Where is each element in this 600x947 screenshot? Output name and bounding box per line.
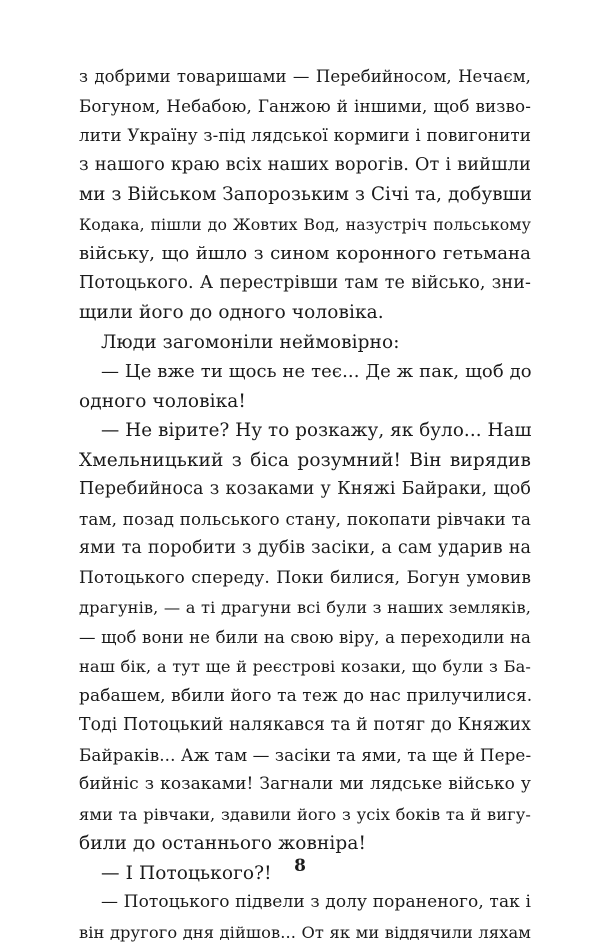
text-line: щили його до одного чоловіка. <box>79 298 531 328</box>
text-line: Богуном, Небабою, Ганжою й іншими, щоб визво- <box>79 92 531 122</box>
text-line: там, позад польського стану, покопати рівчаки та <box>79 505 531 535</box>
text-line: драгунів, — а ті драгуни всі були з наших земляків, <box>79 593 531 623</box>
text-line: Байраків... Аж там — засіки та ями, та ще й Пере- <box>79 741 531 771</box>
text-line: він другого дня дійшов... От як ми віддячили ляхам <box>79 918 531 947</box>
text-body <box>79 62 531 947</box>
text-line: Потоцького. А перестрівши там те військо, зни- <box>79 269 531 299</box>
text-line: Перебийноса з козаками у Княжі Байраки, щоб <box>79 475 531 505</box>
text-line: з добрими товаришами — Перебийносом, Нечаєм, <box>79 62 531 92</box>
text-line: — Потоцького підвели з долу пораненого, так і <box>79 888 531 918</box>
text-line: — Це вже ти щось не теє... Де ж пак, щоб до <box>79 357 531 387</box>
text-line: Хмельницький з біса розумний! Він вирядив <box>79 446 531 476</box>
text-line: лити Україну з-під лядської кормиги і повигонити <box>79 121 531 151</box>
text-line: ми з Військом Запорозьким з Січі та, добувши <box>79 180 531 210</box>
text-line: — І Потоцького?! <box>79 859 531 889</box>
text-line: війську, що йшло з сином коронного гетьмана <box>79 239 531 269</box>
text-line: наш бік, а тут ще й реєстрові козаки, що були з Ба- <box>79 652 531 682</box>
text-line: одного чоловіка! <box>79 387 531 417</box>
page-number: 8 <box>0 856 600 876</box>
text-line: били до останнього жовніра! <box>79 829 531 859</box>
text-line: — щоб вони не били на свою віру, а переходили на <box>79 623 531 653</box>
text-line: з нашого краю всіх наших ворогів. От і вийшли <box>79 151 531 181</box>
text-line: ями та поробити з дубів засіки, а сам ударив на <box>79 534 531 564</box>
text-line: бийніс з козаками! Загнали ми лядське військо у <box>79 770 531 800</box>
text-line: — Не вірите? Ну то розкажу, як було... Наш <box>79 416 531 446</box>
text-line: ями та рівчаки, здавили його з усіх боків та й вигу- <box>79 800 531 830</box>
text-line: Потоцького спереду. Поки билися, Богун умовив <box>79 564 531 594</box>
text-line: рабашем, вбили його та теж до нас прилучилися. <box>79 682 531 712</box>
text-line: Тоді Потоцький налякався та й потяг до Княжих <box>79 711 531 741</box>
text-line: Люди загомоніли неймовірно: <box>79 328 531 358</box>
text-line: Кодака, пішли до Жовтих Вод, назустріч польському <box>79 210 531 240</box>
